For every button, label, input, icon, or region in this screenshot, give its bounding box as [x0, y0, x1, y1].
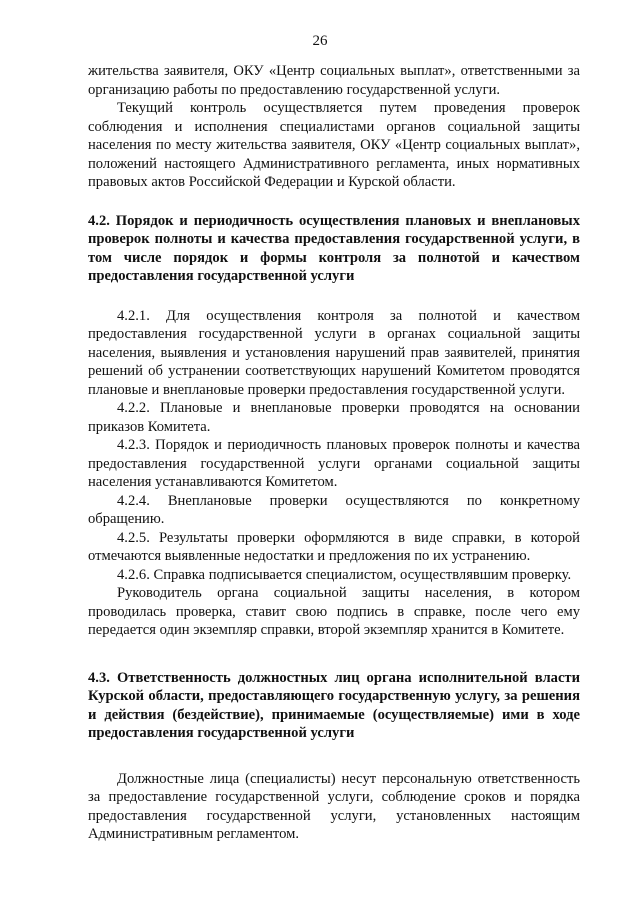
section-heading-4-2: 4.2. Порядок и периодичность осуществления плановых и внеплановых проверок полноты и качества предоставления государственной услуги, в том числе порядок и формы контроля за полнотой и качеством предоставления государственной услуги	[88, 212, 580, 284]
paragraph-4-2-3: 4.2.3. Порядок и периодичность плановых проверок полноты и качества предоставления государственной услуги органами социальной защиты населения устанавливаются Комитетом.	[88, 437, 580, 490]
document-body	[88, 62, 580, 844]
paragraph-4-2-6: 4.2.6. Справка подписывается специалистом, осуществлявшим проверку.	[117, 566, 572, 583]
section-heading-4-3: 4.3. Ответственность должностных лиц органа исполнительной власти Курской области, предоставляющего государственную услугу, за решения и действия (бездействие), принимаемые (осуществляемые) ими в ходе предоставления государственной услуги	[88, 669, 580, 741]
page-number: 26	[312, 33, 328, 49]
paragraph-4-2-4: 4.2.4. Внеплановые проверки осуществляются по конкретному обращению.	[88, 492, 580, 527]
paragraph-head-signature: Руководитель органа социальной защиты населения, в котором проводилась проверка, ставит свою подпись в справке, после чего ему передается один экземпляр справки, второй экземпляр хранится в Комитете.	[88, 585, 580, 638]
paragraph-4-2-2: 4.2.2. Плановые и внеплановые проверки проводятся на основании приказов Комитета.	[88, 400, 580, 435]
paragraph-4-3-responsibility: Должностные лица (специалисты) несут персональную ответственность за предоставление государственной услуги, соблюдение сроков и порядка предоставления государственной услуги, установленных настоящим Административным регламентом.	[88, 770, 580, 842]
paragraph-4-2-5: 4.2.5. Результаты проверки оформляются в виде справки, в которой отмечаются выявленные недостатки и предложения по их устранению.	[88, 529, 580, 564]
paragraph-continuation: жительства заявителя, ОКУ «Центр социальных выплат», ответственными за организацию работы по предоставлению государственной услуги.	[88, 63, 580, 98]
paragraph-current-control: Текущий контроль осуществляется путем проведения проверок соблюдения и исполнения специалистами органов социальной защиты населения по месту жительства заявителя, ОКУ «Центр социальных выплат», положений настоящего Административного регламента, иных нормативных правовых актов Российской Федерации и Курской области.	[88, 100, 580, 190]
paragraph-4-2-1: 4.2.1. Для осуществления контроля за полнотой и качеством предоставления государственной услуги в органах социальной защиты населения, выявления и установления нарушений прав заявителей, принятия решений об устранении соответствующих нарушений Комитетом проводятся плановые и внеплановые проверки предоставления государственной услуги.	[88, 307, 580, 398]
